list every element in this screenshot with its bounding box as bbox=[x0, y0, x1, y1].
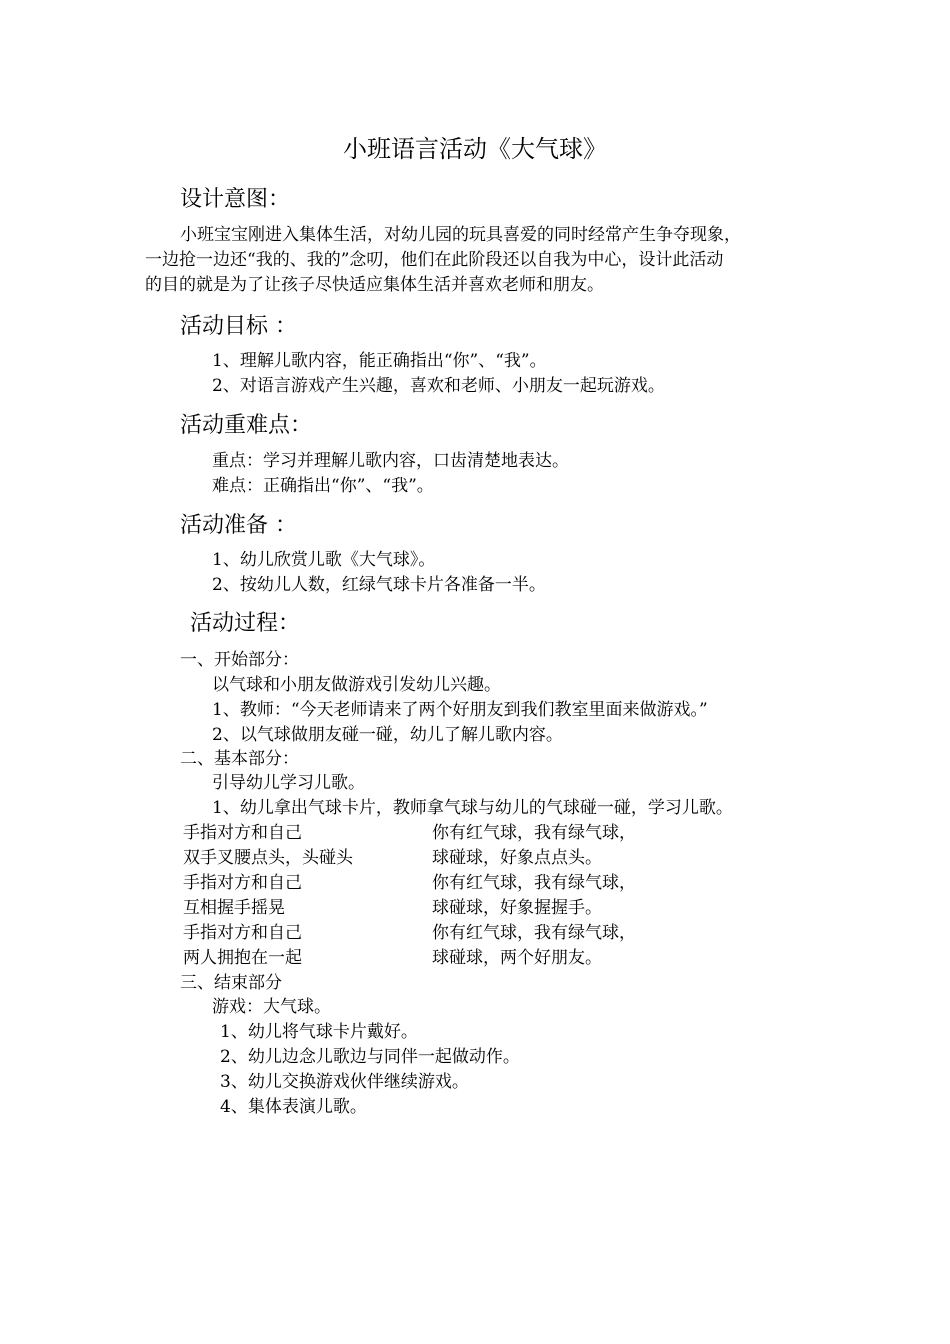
process-heading: 活动过程： bbox=[190, 611, 301, 636]
part2-title: 二、基本部分： bbox=[180, 749, 299, 769]
song-action: 手指对方和自己 bbox=[183, 923, 302, 943]
goal-item: 2、对语言游戏产生兴趣，喜欢和老师、小朋友一起玩游戏。 bbox=[212, 376, 665, 396]
keypoint-item: 难点：正确指出“你”、“我”。 bbox=[212, 476, 434, 496]
part1-title: 一、开始部分： bbox=[180, 650, 299, 670]
song-lyric: 球碰球，两个好朋友。 bbox=[432, 948, 602, 968]
part3-line: 2、幼儿边念儿歌边与同伴一起做动作。 bbox=[220, 1047, 520, 1067]
song-action: 手指对方和自己 bbox=[183, 823, 302, 843]
design-intent-line: 的目的就是为了让孩子尽快适应集体生活并喜欢老师和朋友。 bbox=[145, 275, 604, 295]
song-action: 双手叉腰点头，头碰头 bbox=[183, 848, 353, 868]
design-intent-heading: 设计意图： bbox=[180, 187, 291, 212]
design-intent-line: 小班宝宝刚进入集体生活，对幼儿园的玩具喜爱的同时经常产生争夺现象， bbox=[180, 225, 741, 245]
goal-item: 1、理解儿歌内容，能正确指出“你”、“我”。 bbox=[212, 351, 547, 371]
keypoint-item: 重点：学习并理解儿歌内容，口齿清楚地表达。 bbox=[212, 451, 569, 471]
part1-line: 以气球和小朋友做游戏引发幼儿兴趣。 bbox=[212, 675, 501, 695]
song-action: 互相握手摇晃 bbox=[183, 898, 285, 918]
keypoints-heading: 活动重难点： bbox=[180, 413, 313, 438]
part1-line: 2、以气球做朋友碰一碰，幼儿了解儿歌内容。 bbox=[212, 725, 563, 745]
song-lyric: 球碰球，好象点点头。 bbox=[432, 848, 602, 868]
song-action: 手指对方和自己 bbox=[183, 873, 302, 893]
part1-line: 1、教师：“今天老师请来了两个好朋友到我们教室里面来做游戏。” bbox=[212, 700, 708, 720]
prep-heading: 活动准备 ： bbox=[180, 513, 297, 538]
prep-item: 2、按幼儿人数，红绿气球卡片各准备一半。 bbox=[212, 575, 546, 595]
design-intent-line: 一边抢一边还“我的、我的”念叨，他们在此阶段还以自我为中心，设计此活动 bbox=[145, 250, 724, 270]
part3-line: 4、集体表演儿歌。 bbox=[220, 1097, 367, 1117]
song-lyric: 你有红气球，我有绿气球， bbox=[432, 823, 636, 843]
song-lyric: 球碰球，好象握握手。 bbox=[432, 898, 602, 918]
document-title: 小班语言活动《大气球》 bbox=[343, 135, 607, 163]
prep-item: 1、幼儿欣赏儿歌《大气球》。 bbox=[212, 550, 436, 570]
song-action: 两人拥抱在一起 bbox=[183, 948, 302, 968]
goals-heading: 活动目标 ： bbox=[180, 314, 297, 339]
song-lyric: 你有红气球，我有绿气球， bbox=[432, 873, 636, 893]
part2-line: 引导幼儿学习儿歌。 bbox=[212, 773, 365, 793]
part3-line: 3、幼儿交换游戏伙伴继续游戏。 bbox=[220, 1072, 469, 1092]
part3-title: 三、结束部分 bbox=[180, 973, 282, 993]
part2-line: 1、幼儿拿出气球卡片，教师拿气球与幼儿的气球碰一碰，学习儿歌。 bbox=[212, 798, 733, 818]
part3-line: 1、幼儿将气球卡片戴好。 bbox=[220, 1022, 418, 1042]
song-lyric: 你有红气球，我有绿气球， bbox=[432, 923, 636, 943]
part3-line: 游戏：大气球。 bbox=[212, 997, 331, 1017]
